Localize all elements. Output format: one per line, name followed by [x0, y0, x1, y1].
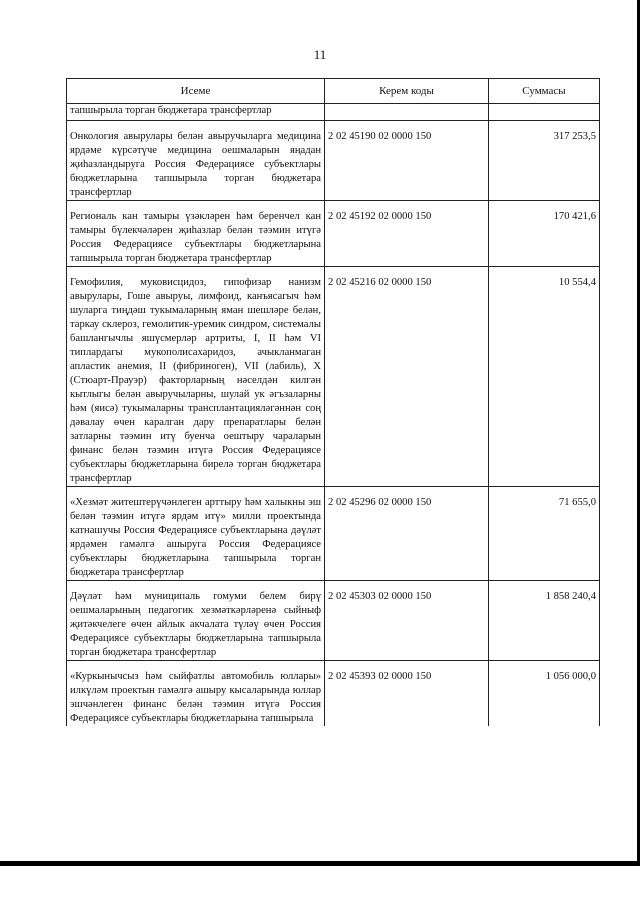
continuation-text: тапшырыла торган бюджетара трансфертлар [67, 104, 325, 121]
row-name: «Хезмәт житештерүчәнлеген арттыру һәм халыкны эш белән тәэмин итүгә ярдәм итү» милли проектында катнашучы Россия Федерациясе субъектларына дәүләт ярдәмен гамәлгә ашыруга Россия Федерациясе субъектлары бюджетларына тапшырыла торган бюджетара трансфертлар [67, 487, 325, 581]
row-code: 2 02 45190 02 0000 150 [325, 121, 489, 201]
row-sum: 317 253,5 [489, 121, 600, 201]
column-header-code: Керем коды [325, 79, 489, 104]
row-sum: 71 655,0 [489, 487, 600, 581]
row-name: Дәүләт һәм муниципаль гомуми белем бирү оешмаларының педагогик хезмәткәрләренә сыйныф җитәкчелеге өчен айлык акчалата түләү өчен Россия Федерациясе субъектлары бюджетларына тапшырыла торган бюджетара трансфертлар [67, 581, 325, 661]
table-row [67, 661, 600, 727]
row-sum: 170 421,6 [489, 201, 600, 267]
scan-edge-bottom [0, 861, 640, 866]
continuation-code-cell [325, 104, 489, 121]
table-row-continuation [67, 104, 600, 121]
row-code: 2 02 45296 02 0000 150 [325, 487, 489, 581]
column-header-sum: Суммасы [489, 79, 600, 104]
table-row [67, 487, 600, 581]
row-name: Региональ кан тамыры үзәкләрен һәм беренчел кан тамыры бүлекчәләрен җиһазлар белән тәэмин итүгә Россия Федерациясе субъектлары бюджетларына тапшырыла торган бюджетара трансфертлар [67, 201, 325, 267]
row-sum: 10 554,4 [489, 267, 600, 487]
row-sum: 1 056 000,0 [489, 661, 600, 727]
continuation-sum-cell [489, 104, 600, 121]
table-row [67, 581, 600, 661]
budget-transfers-table [66, 78, 600, 726]
row-code: 2 02 45192 02 0000 150 [325, 201, 489, 267]
table-row [67, 267, 600, 487]
row-name: Онкология авырулары белән авыручыларга медицина ярдәме күрсәтүче медицина оешмаларын яңадан җиһазландыруга Россия Федерациясе субъектлары бюджетларына тапшырыла торган бюджетара трансфертлар [67, 121, 325, 201]
table-row [67, 121, 600, 201]
table-header-row [67, 79, 600, 104]
row-name: «Куркынычсыз һәм сыйфатлы автомобиль юллары» илкүләм проектын гамәлгә ашыру кысаларында юллар эшчәнлеген финанс белән тәэмин итүгә Россия Федерациясе субъектлары бюджетларына тапшырыла [67, 661, 325, 727]
row-code: 2 02 45393 02 0000 150 [325, 661, 489, 727]
row-code: 2 02 45303 02 0000 150 [325, 581, 489, 661]
row-name: Гемофилия, муковисцидоз, гипофизар нанизм авырулары, Гоше авыруы, лимфоид, канъясагыч һәм шуларга тиңдәш тукымаларның яман шешләре белән, таркау склероз, гемолитик-уремик синдром, системалы башлангычлы яшүсмерләр артриты, I, II һәм VI типлардагы мукополисахаридоз, ачыкланмаган апластик анемия, II (фибриноген), VII (лабиль), X (Стюарт-Прауэр) факторларның нәселдән килгән кытлыгы белән авыручыларны, шулай ук әгъзаларны һәм (яисә) тукымаларны трансплантацияләгәннән соң дәвалау өчен каралган дару препаратлары белән затларны тәэмин итү буенча оештыру чараларын финанс белән тәэмин итүгә Россия Федерациясе субъектлары бюджетларына бирелә торган бюджетара трансфертлар [67, 267, 325, 487]
column-header-name: Исеме [67, 79, 325, 104]
table-row [67, 201, 600, 267]
page-number: 11 [313, 47, 327, 62]
row-sum: 1 858 240,4 [489, 581, 600, 661]
row-code: 2 02 45216 02 0000 150 [325, 267, 489, 487]
